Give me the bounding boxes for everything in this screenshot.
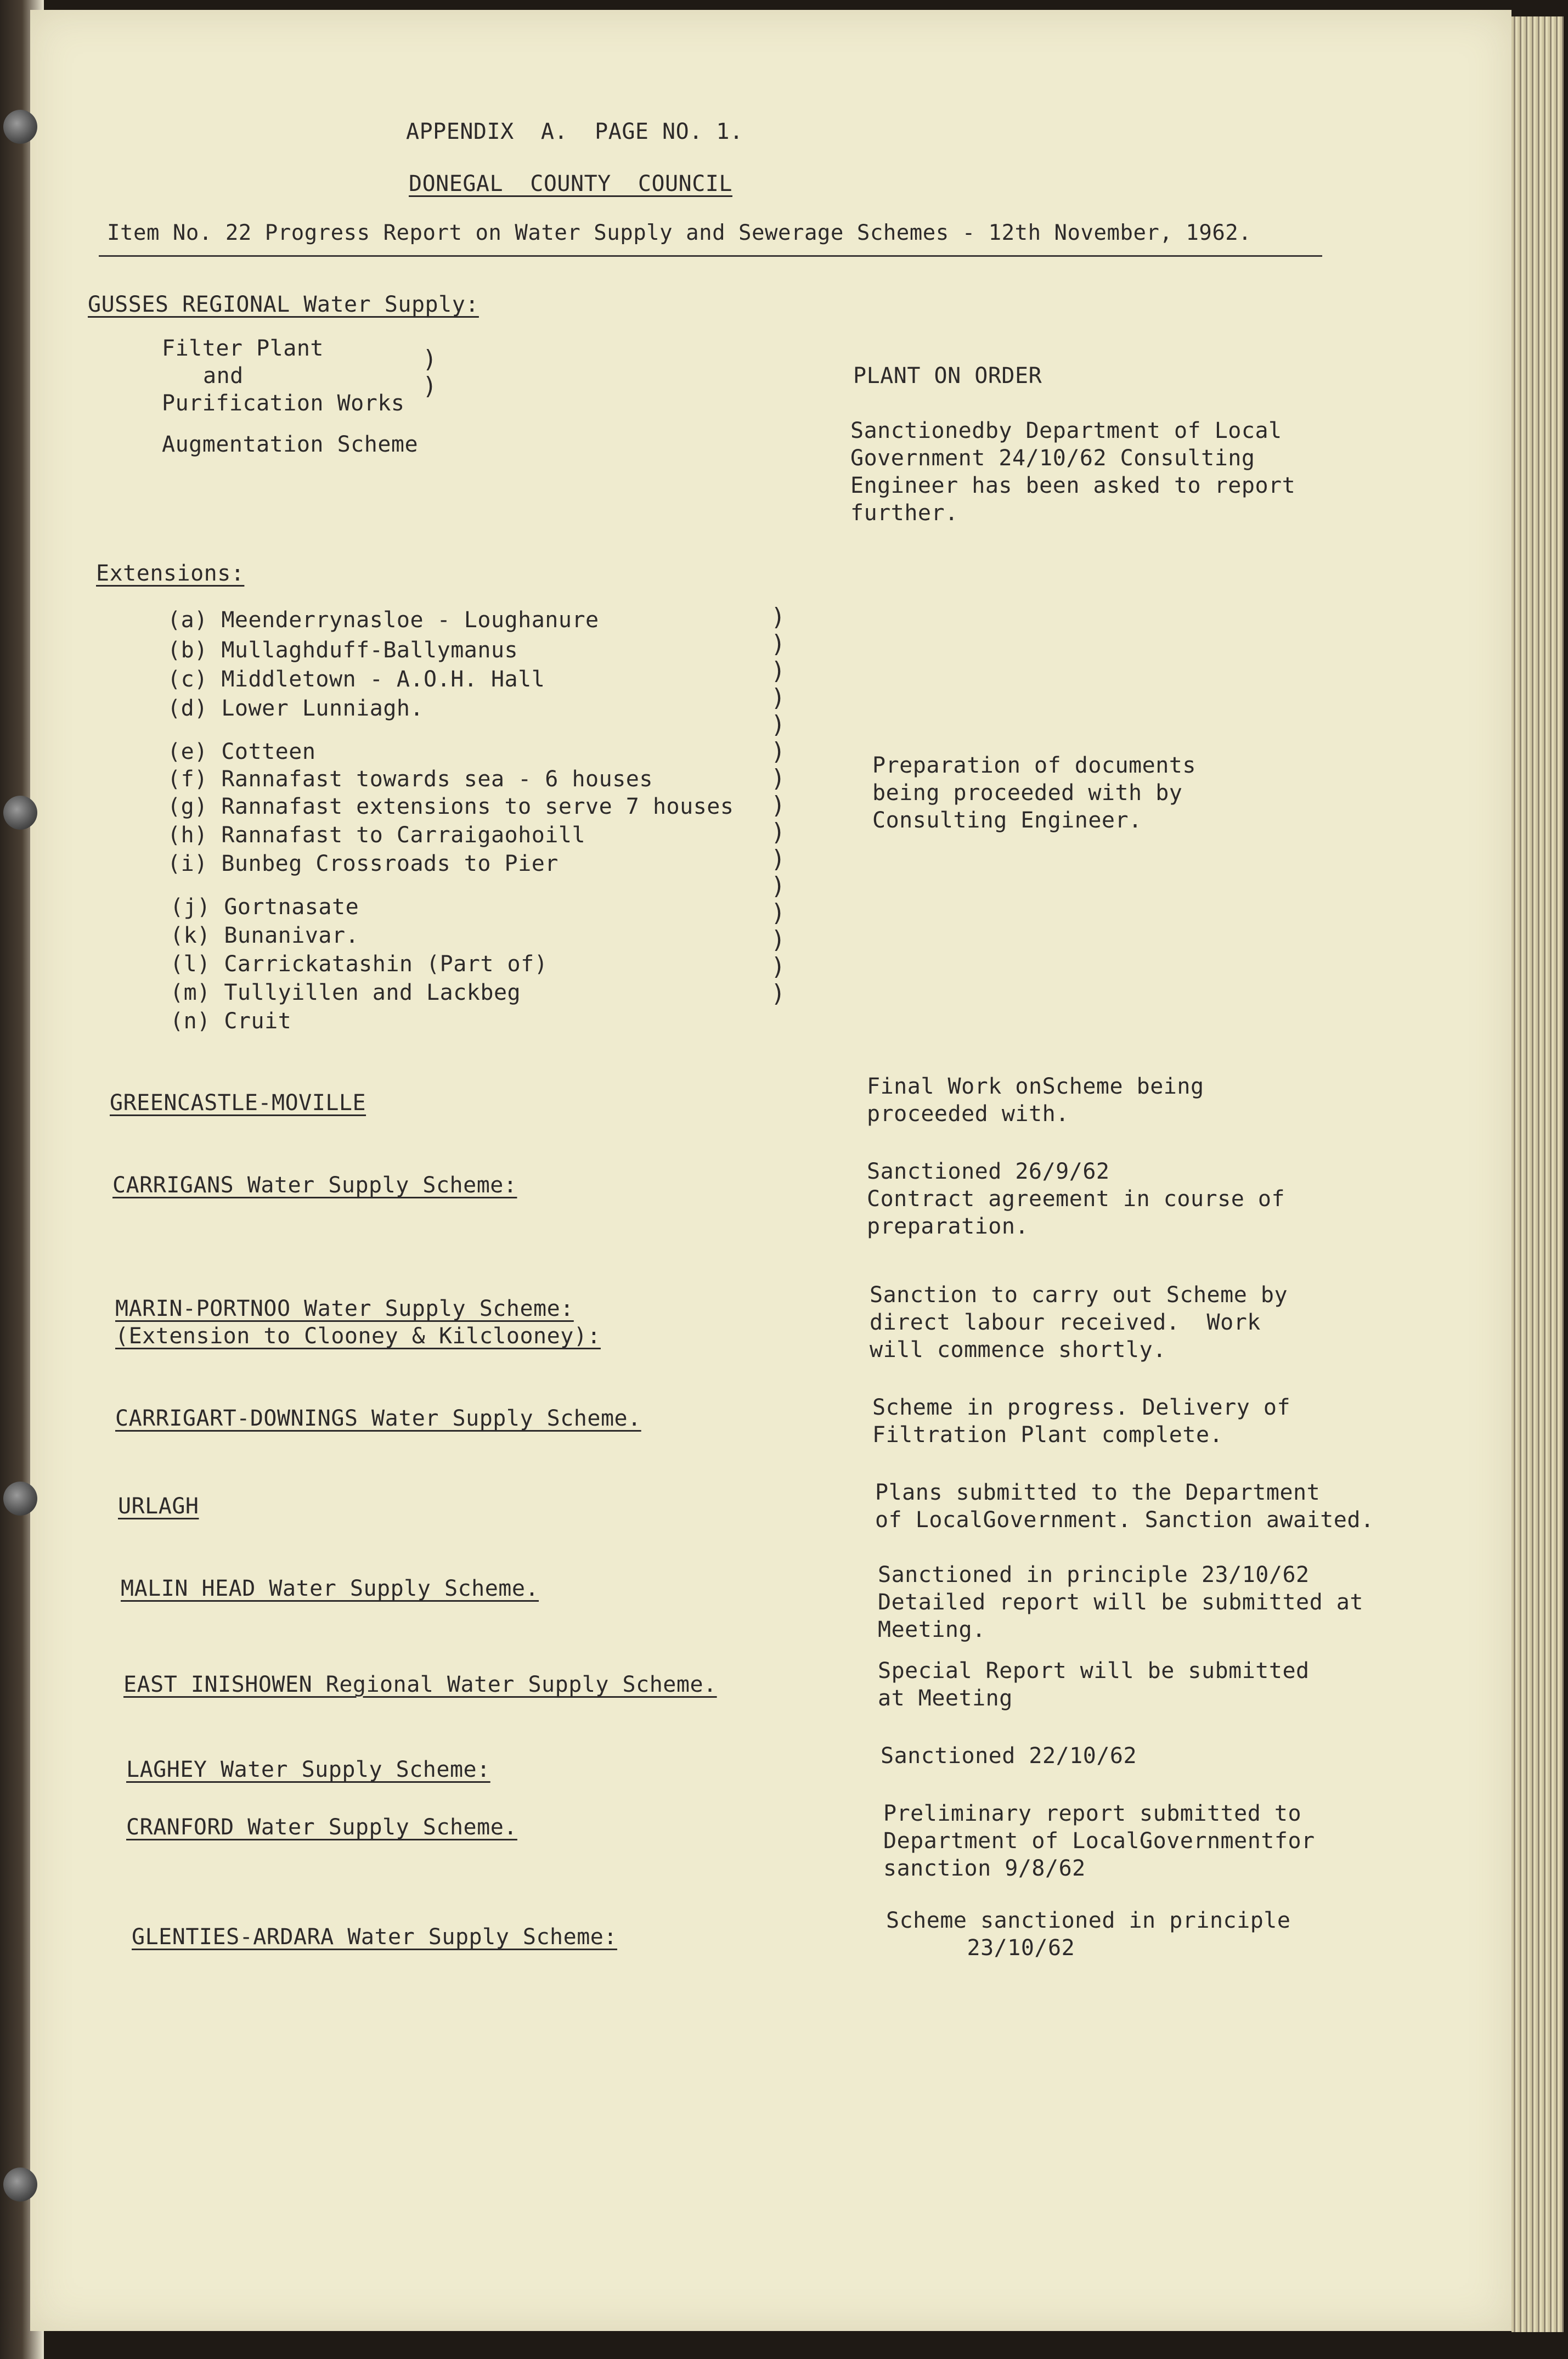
binder-ring — [3, 2167, 37, 2202]
extension-item: (d) Lower Lunniagh. — [167, 696, 424, 721]
item-title: Item No. 22 Progress Report on Water Supply and Sewerage Schemes - 12th November, 1962. — [107, 221, 1252, 245]
extensions-status: Preparation of documents being proceeded with by Consulting Engineer. — [872, 753, 1196, 833]
council-heading: DONEGAL COUNTY COUNCIL — [409, 171, 732, 196]
filter-brace: ) ) — [422, 345, 437, 400]
extension-item: (a) Meenderrynasloe - Loughanure — [167, 607, 599, 633]
scheme-name: MALIN HEAD Water Supply Scheme. — [121, 1576, 539, 1601]
scheme-status: Plans submitted to the Department of LocalGovernment. Sanction awaited. — [875, 1480, 1374, 1533]
extension-item: (e) Cotteen — [167, 739, 316, 764]
augmentation-status: Sanctionedby Department of Local Government 24/10/62 Consulting Engineer has been asked to report further. — [850, 418, 1296, 526]
scheme-name: CRANFORD Water Supply Scheme. — [126, 1815, 517, 1840]
extension-item: (b) Mullaghduff-Ballymanus — [167, 638, 518, 663]
augmentation-label: Augmentation Scheme — [162, 432, 419, 457]
scheme-name: MARIN-PORTNOO Water Supply Scheme: (Extension to Clooney & Kilclooney): — [115, 1296, 601, 1349]
scheme-status: Final Work onScheme being proceeded with. — [867, 1074, 1204, 1127]
binder-ring — [3, 1482, 37, 1516]
scheme-status: Sanctioned 26/9/62 Contract agreement in course of preparation. — [867, 1159, 1285, 1239]
scheme-status: Scheme in progress. Delivery of Filtration Plant complete. — [872, 1395, 1291, 1448]
extension-item: (n) Cruit — [170, 1009, 292, 1034]
appendix-heading: APPENDIX A. PAGE NO. 1. — [406, 119, 743, 144]
extension-item: (l) Carrickatashin (Part of) — [170, 952, 548, 977]
extension-item: (c) Middletown - A.O.H. Hall — [167, 667, 545, 692]
purification-label: Purification Works — [162, 391, 405, 416]
scheme-status: Sanctioned 22/10/62 — [881, 1743, 1137, 1769]
scheme-status: Sanction to carry out Scheme by direct labour received. Work will commence shortly. — [870, 1282, 1288, 1363]
scheme-name: CARRIGANS Water Supply Scheme: — [112, 1173, 517, 1198]
extension-item: (f) Rannafast towards sea - 6 houses — [167, 767, 653, 792]
extension-item: (g) Rannafast extensions to serve 7 houses — [167, 794, 734, 819]
and-label: and — [203, 363, 244, 389]
scheme-status: Preliminary report submitted to Department of LocalGovernmentfor sanction 9/8/62 — [883, 1801, 1315, 1881]
filter-plant-label: Filter Plant — [162, 336, 324, 361]
scheme-name: GLENTIES-ARDARA Water Supply Scheme: — [132, 1924, 617, 1950]
title-rule — [99, 255, 1322, 257]
gusses-title: GUSSES REGIONAL Water Supply: — [88, 292, 479, 317]
scheme-name: LAGHEY Water Supply Scheme: — [126, 1757, 490, 1782]
scheme-status: Sanctioned in principle 23/10/62 Detailed report will be submitted at Meeting. — [878, 1562, 1363, 1642]
plant-on-order-status: PLANT ON ORDER — [853, 363, 1042, 389]
extension-item: (j) Gortnasate — [170, 894, 359, 920]
page-stack-edge — [1511, 16, 1564, 2332]
scheme-name: GREENCASTLE-MOVILLE — [110, 1090, 366, 1116]
binder-ring — [3, 796, 37, 830]
extension-item: (m) Tullyillen and Lackbeg — [170, 980, 521, 1005]
extension-item: (h) Rannafast to Carraigaohoill — [167, 823, 586, 848]
scheme-name: CARRIGART-DOWNINGS Water Supply Scheme. — [115, 1406, 641, 1431]
binder-ring — [3, 110, 37, 144]
extensions-title: Extensions: — [96, 561, 245, 586]
extension-item: (i) Bunbeg Crossroads to Pier — [167, 851, 559, 876]
scheme-name: URLAGH — [118, 1494, 199, 1519]
scheme-name: EAST INISHOWEN Regional Water Supply Scheme. — [123, 1672, 717, 1697]
extension-item: (k) Bunanivar. — [170, 923, 359, 948]
scheme-status: Scheme sanctioned in principle 23/10/62 — [886, 1908, 1291, 1961]
scheme-status: Special Report will be submitted at Meeting — [878, 1658, 1310, 1711]
extensions-brace: ) ) ) ) ) ) ) ) ) ) ) ) ) ) ) — [771, 603, 786, 1007]
